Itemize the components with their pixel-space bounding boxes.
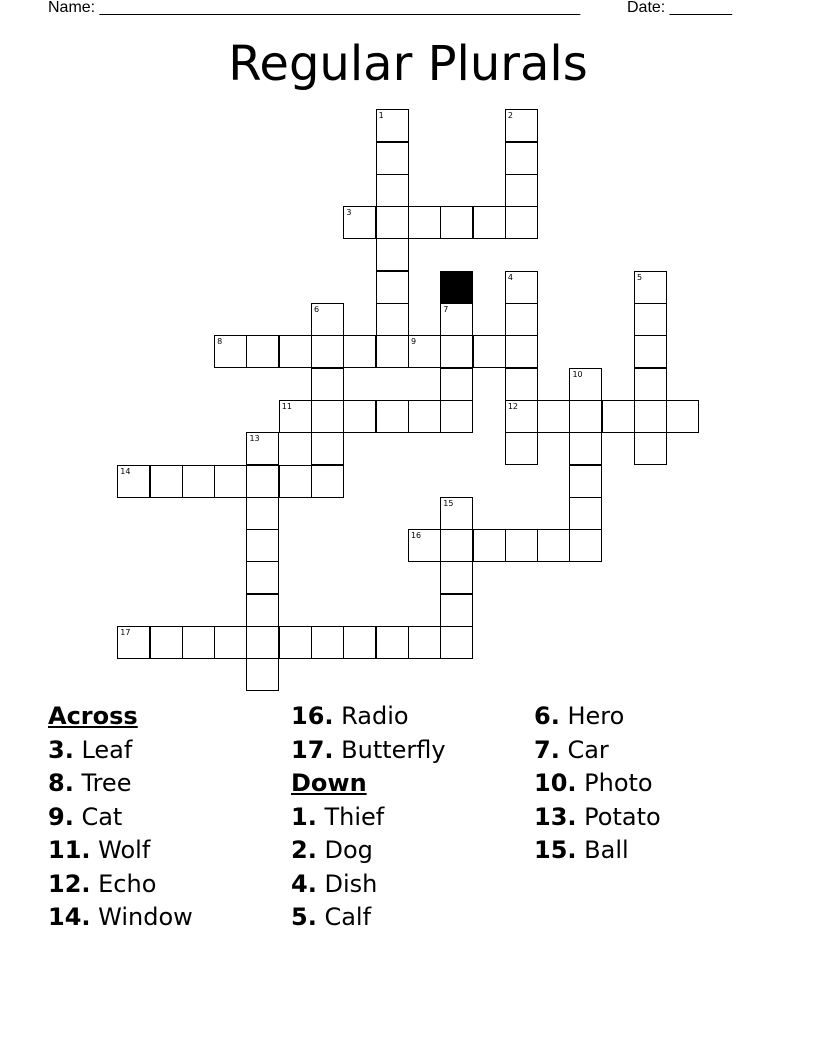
grid-cell[interactable] xyxy=(311,626,344,659)
clue-item-number: 15. xyxy=(534,836,577,864)
clue-item xyxy=(48,734,193,768)
clue-item-text: Leaf xyxy=(73,735,133,764)
grid-cell[interactable] xyxy=(440,206,473,239)
clue-item xyxy=(291,734,446,768)
clue-item-text: Ball xyxy=(576,836,629,864)
grid-cell[interactable] xyxy=(505,206,538,239)
clue-number: 14 xyxy=(120,466,131,476)
grid-cell[interactable] xyxy=(473,335,506,368)
clue-item-text: Dish xyxy=(316,869,378,898)
grid-cell[interactable] xyxy=(440,303,473,336)
grid-cell[interactable] xyxy=(343,400,376,433)
grid-cell[interactable] xyxy=(246,335,279,368)
clue-item-number: 17. xyxy=(291,735,334,764)
clue-item-text: Radio xyxy=(333,702,409,730)
grid-cell[interactable] xyxy=(634,271,667,304)
grid-cell[interactable] xyxy=(376,206,409,239)
grid-cell[interactable] xyxy=(376,303,409,336)
grid-cell[interactable] xyxy=(569,400,602,433)
grid-cell[interactable] xyxy=(569,432,602,465)
clue-item-text: Thief xyxy=(316,802,385,831)
clue-item xyxy=(534,700,661,734)
grid-cell[interactable] xyxy=(182,465,215,498)
clue-item-text: Echo xyxy=(90,869,157,898)
clue-item xyxy=(534,801,661,835)
grid-cell[interactable] xyxy=(408,400,441,433)
grid-cell[interactable] xyxy=(408,335,441,368)
grid-cell[interactable] xyxy=(214,626,247,659)
clue-column-1 xyxy=(48,700,193,935)
grid-cell[interactable] xyxy=(311,432,344,465)
grid-cell[interactable] xyxy=(376,400,409,433)
grid-cell[interactable] xyxy=(343,206,376,239)
grid-cell[interactable] xyxy=(214,335,247,368)
clue-item-text: Tree xyxy=(73,769,132,797)
grid-cell[interactable] xyxy=(505,109,538,142)
grid-cell[interactable] xyxy=(505,142,538,175)
grid-cell[interactable] xyxy=(634,368,667,401)
grid-cell[interactable] xyxy=(505,174,538,207)
grid-cell[interactable] xyxy=(311,335,344,368)
clue-item xyxy=(291,868,446,902)
grid-cell[interactable] xyxy=(505,303,538,336)
down-heading: Down xyxy=(291,769,367,797)
grid-cell[interactable] xyxy=(505,529,538,562)
grid-cell[interactable] xyxy=(634,335,667,368)
clue-item-number: 16. xyxy=(291,702,334,730)
grid-cell[interactable] xyxy=(408,206,441,239)
grid-cell[interactable] xyxy=(408,626,441,659)
clue-number: 6 xyxy=(314,305,320,315)
clue-number: 7 xyxy=(443,305,449,315)
grid-cell[interactable] xyxy=(376,238,409,271)
grid-cell[interactable] xyxy=(440,368,473,401)
clue-item xyxy=(534,734,661,768)
clue-item-number: 2. xyxy=(291,836,317,864)
clue-number: 10 xyxy=(572,369,583,379)
grid-cell[interactable] xyxy=(311,368,344,401)
clue-item xyxy=(534,834,661,868)
clue-item-number: 14. xyxy=(48,903,91,931)
clue-number: 16 xyxy=(410,531,422,541)
grid-cell[interactable] xyxy=(246,432,279,465)
clue-number: 12 xyxy=(507,401,519,411)
clue-number: 17 xyxy=(120,628,131,638)
grid-cell[interactable] xyxy=(440,529,473,562)
clue-item xyxy=(48,801,193,835)
clue-number: 2 xyxy=(507,111,513,121)
clue-item xyxy=(291,700,446,734)
grid-cell[interactable] xyxy=(279,626,312,659)
clue-item-text: Wolf xyxy=(90,836,151,864)
clue-item-text: Potato xyxy=(576,802,661,831)
grid-cell[interactable] xyxy=(666,400,699,433)
clue-number: 13 xyxy=(249,434,260,444)
grid-cell[interactable] xyxy=(376,174,409,207)
grid-cell[interactable] xyxy=(440,561,473,594)
grid-cell[interactable] xyxy=(440,626,473,659)
clue-number: 15 xyxy=(443,498,454,508)
name-line[interactable]: Name: ______________________________________________________ xyxy=(48,0,581,16)
clue-item-number: 1. xyxy=(291,802,317,831)
grid-cell[interactable] xyxy=(311,465,344,498)
clue-item-number: 10. xyxy=(534,769,577,797)
grid-cell[interactable] xyxy=(505,271,538,304)
grid-cell[interactable] xyxy=(473,206,506,239)
grid-cell[interactable] xyxy=(279,465,312,498)
puzzle-title: Regular Plurals xyxy=(228,36,588,92)
clue-number: 9 xyxy=(410,337,417,347)
clue-item-number: 12. xyxy=(48,869,91,898)
grid-cell[interactable] xyxy=(376,335,409,368)
grid-cell[interactable] xyxy=(246,529,279,562)
clue-item xyxy=(534,767,661,801)
grid-cell[interactable] xyxy=(246,561,279,594)
grid-cell[interactable] xyxy=(602,400,635,433)
grid-cell[interactable] xyxy=(376,109,409,142)
grid-cell[interactable] xyxy=(440,594,473,627)
clue-item-number: 6. xyxy=(534,702,560,730)
grid-cell[interactable] xyxy=(505,432,538,465)
clue-item xyxy=(48,868,193,902)
clue-item-number: 11. xyxy=(48,836,91,864)
grid-cell[interactable] xyxy=(537,400,570,433)
grid-cell[interactable] xyxy=(182,626,215,659)
grid-cell[interactable] xyxy=(376,626,409,659)
grid-cell[interactable] xyxy=(440,335,473,368)
clue-item-number: 7. xyxy=(534,735,560,764)
clue-item-text: Window xyxy=(90,903,193,931)
clue-item-text: Dog xyxy=(316,836,373,864)
clue-number: 4 xyxy=(507,272,513,282)
grid-cell[interactable] xyxy=(150,465,183,498)
grid-cell[interactable] xyxy=(569,529,602,562)
across-heading: Across xyxy=(48,702,138,730)
grid-cell[interactable] xyxy=(343,626,376,659)
clue-item-text: Cat xyxy=(73,802,123,831)
clue-item-number: 13. xyxy=(534,802,577,831)
grid-cell[interactable] xyxy=(634,400,667,433)
clue-item-number: 4. xyxy=(291,869,317,898)
black-cell xyxy=(440,271,473,304)
grid-cell[interactable] xyxy=(440,497,473,530)
clue-item-number: 8. xyxy=(48,769,74,797)
clue-number: 3 xyxy=(346,208,352,218)
clue-item-text: Photo xyxy=(576,769,653,797)
grid-cell[interactable] xyxy=(569,497,602,530)
clue-number: 8 xyxy=(217,337,223,347)
grid-cell[interactable] xyxy=(279,400,312,433)
clue-item-text: Calf xyxy=(316,903,372,931)
clue-number: 5 xyxy=(637,272,643,282)
clue-item-number: 5. xyxy=(291,903,317,931)
clue-item-text: Car xyxy=(559,735,609,764)
grid-cell[interactable] xyxy=(569,465,602,498)
clue-item xyxy=(291,901,446,935)
clue-item xyxy=(291,834,446,868)
grid-cell[interactable] xyxy=(214,465,247,498)
grid-cell[interactable] xyxy=(537,529,570,562)
grid-cell[interactable] xyxy=(246,658,279,691)
grid-cell[interactable] xyxy=(311,400,344,433)
clue-column-2 xyxy=(291,700,446,935)
clue-item xyxy=(48,901,193,935)
clue-column-3 xyxy=(534,700,661,868)
clue-item-text: Butterfly xyxy=(333,735,446,764)
clue-item xyxy=(48,834,193,868)
grid-cell[interactable] xyxy=(117,626,150,659)
grid-cell[interactable] xyxy=(117,465,150,498)
grid-cell[interactable] xyxy=(505,400,538,433)
grid-cell[interactable] xyxy=(634,303,667,336)
grid-cell[interactable] xyxy=(569,368,602,401)
grid-cell[interactable] xyxy=(246,626,279,659)
grid-cell[interactable] xyxy=(246,594,279,627)
clue-number: 11 xyxy=(281,401,292,411)
clue-item-number: 3. xyxy=(48,735,74,764)
grid-cell[interactable] xyxy=(311,303,344,336)
grid-cell[interactable] xyxy=(246,497,279,530)
clue-number: 1 xyxy=(378,111,384,121)
grid-cell[interactable] xyxy=(246,465,279,498)
grid-cell[interactable] xyxy=(279,335,312,368)
grid-cell[interactable] xyxy=(473,529,506,562)
grid-cell[interactable] xyxy=(150,626,183,659)
grid-cell[interactable] xyxy=(408,529,441,562)
grid-cell[interactable] xyxy=(376,142,409,175)
clue-item xyxy=(291,801,446,835)
clue-item-text: Hero xyxy=(559,702,625,730)
grid-cell[interactable] xyxy=(505,335,538,368)
clue-list xyxy=(0,700,816,960)
grid-cell[interactable] xyxy=(343,335,376,368)
date-line[interactable]: Date: _______ xyxy=(627,0,732,16)
grid-cell[interactable] xyxy=(505,368,538,401)
grid-cell[interactable] xyxy=(440,400,473,433)
clue-item xyxy=(48,767,193,801)
grid-cell[interactable] xyxy=(634,432,667,465)
grid-cell[interactable] xyxy=(376,271,409,304)
clue-item-number: 9. xyxy=(48,802,74,831)
